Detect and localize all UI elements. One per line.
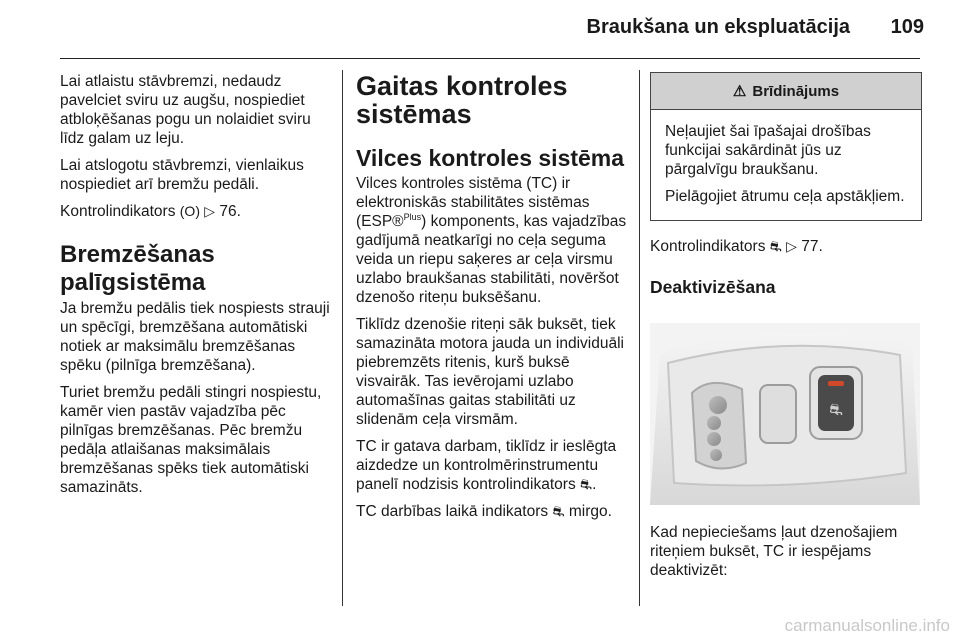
paragraph: Turiet bremžu pedāli stingri nospiestu, kamēr vien pastāv vajadzība pēc pilnīgas bremzēšanas. Pēc bremžu pedāļa atlaišanas maksimālais bremzēšanas spēks tiek automātiski samazināts. xyxy=(60,384,322,496)
paragraph: TC ir gatava darbam, tiklīdz ir ieslēgta aizdedze un kontrolmērinstrumentu panelī nodzisis kontrolindikators ⛐. xyxy=(356,438,617,493)
warning-icon: ⚠ xyxy=(732,82,747,100)
paragraph: Kad nepieciešams ļaut dzenošajiem riteņiem buksēt, TC ir iespējams deaktivizēt: xyxy=(650,524,898,579)
warning-header xyxy=(651,73,921,110)
column-left xyxy=(60,72,332,505)
paragraph: Vilces kontroles sistēma (TC) ir elektroniskās stabilitātes sistēmas (ESP®$^{Plus}$) komponents, kas vajadzības gadījumā neatkarīgi no ceļa seguma veida un riepu saķeres ar ceļa virsmu uzlabo braukšanas stabilitāti, novēršot dzenošo riteņu buksēšanu. xyxy=(356,175,627,306)
page-number: 109 xyxy=(890,16,924,38)
paragraph: Tiklīdz dzenošie riteņi sāk buksēt, tiek samazināta motora jauda un individuāli piebremzēts ritenis, kurš buksē visvairāk. Tas ievērojami uzlabo automašīnas gaitas stabilitāti uz slidenām ceļa virsmām. xyxy=(356,316,624,428)
switch-panel-illustration xyxy=(650,323,920,505)
reference-arrow-icon: ▷ xyxy=(204,203,216,219)
svg-text:⛐: ⛐ xyxy=(829,400,843,419)
traction-control-icon: ⛐ xyxy=(769,238,782,254)
warning-title: Brīdinājums xyxy=(752,82,840,100)
paragraph: TC darbības laikā indikators ⛐ mirgo. xyxy=(356,503,612,520)
chapter-heading: Gaitas kontroles sistēmas xyxy=(356,71,568,129)
column-middle xyxy=(356,72,628,529)
superscript: Plus xyxy=(403,211,422,222)
warning-text: Neļaujiet šai īpašajai drošības funkcijai sakārdināt jūs uz pārgalvīgu braukšanu. xyxy=(665,123,871,178)
traction-control-icon: ⛐ xyxy=(580,476,593,492)
paragraph: Ja bremžu pedālis tiek nospiests strauji un spēcīgi, bremzēšana automātiski notiek ar maksimālu bremzēšanas spēku (pilnīga bremzēšana). xyxy=(60,300,330,374)
warning-text: Pielāgojiet ātrumu ceļa apstākļiem. xyxy=(665,188,905,205)
brake-indicator-icon: (O) xyxy=(179,203,200,219)
paragraph: Lai atslogotu stāvbremzi, vienlaikus nospiediet arī bremžu pedāli. xyxy=(60,157,304,193)
paragraph: Lai atlaistu stāvbremzi, nedaudz pavelciet sviru uz augšu, nospiediet atbloķēšanas pogu un nolaidiet sviru līdz galam uz leju. xyxy=(60,73,311,147)
column-divider-left xyxy=(342,70,343,606)
subsection-heading: Deaktivizēšana xyxy=(650,277,776,297)
paragraph-indicator-ref: Kontrolindikators ⛐ ▷ 77. xyxy=(650,238,823,255)
page-header-title: Braukšana un ekspluatācija xyxy=(586,16,850,38)
traction-control-icon: ⛐ xyxy=(552,503,565,519)
section-heading: Bremzēšanas palīgsistēma xyxy=(60,241,215,296)
section-heading: Vilces kontroles sistēma xyxy=(356,145,625,171)
warning-body xyxy=(651,110,921,220)
header-rule xyxy=(60,58,920,59)
warning-box xyxy=(650,72,922,221)
footer-watermark: carmanualsonline.info xyxy=(784,616,950,635)
column-divider-right xyxy=(639,70,640,606)
switch-panel-photo xyxy=(650,323,920,505)
reference-arrow-icon: ▷ xyxy=(786,238,797,254)
column-right xyxy=(650,72,922,588)
paragraph-indicator-ref: Kontrolindikators (O) ▷ 76. xyxy=(60,203,241,220)
